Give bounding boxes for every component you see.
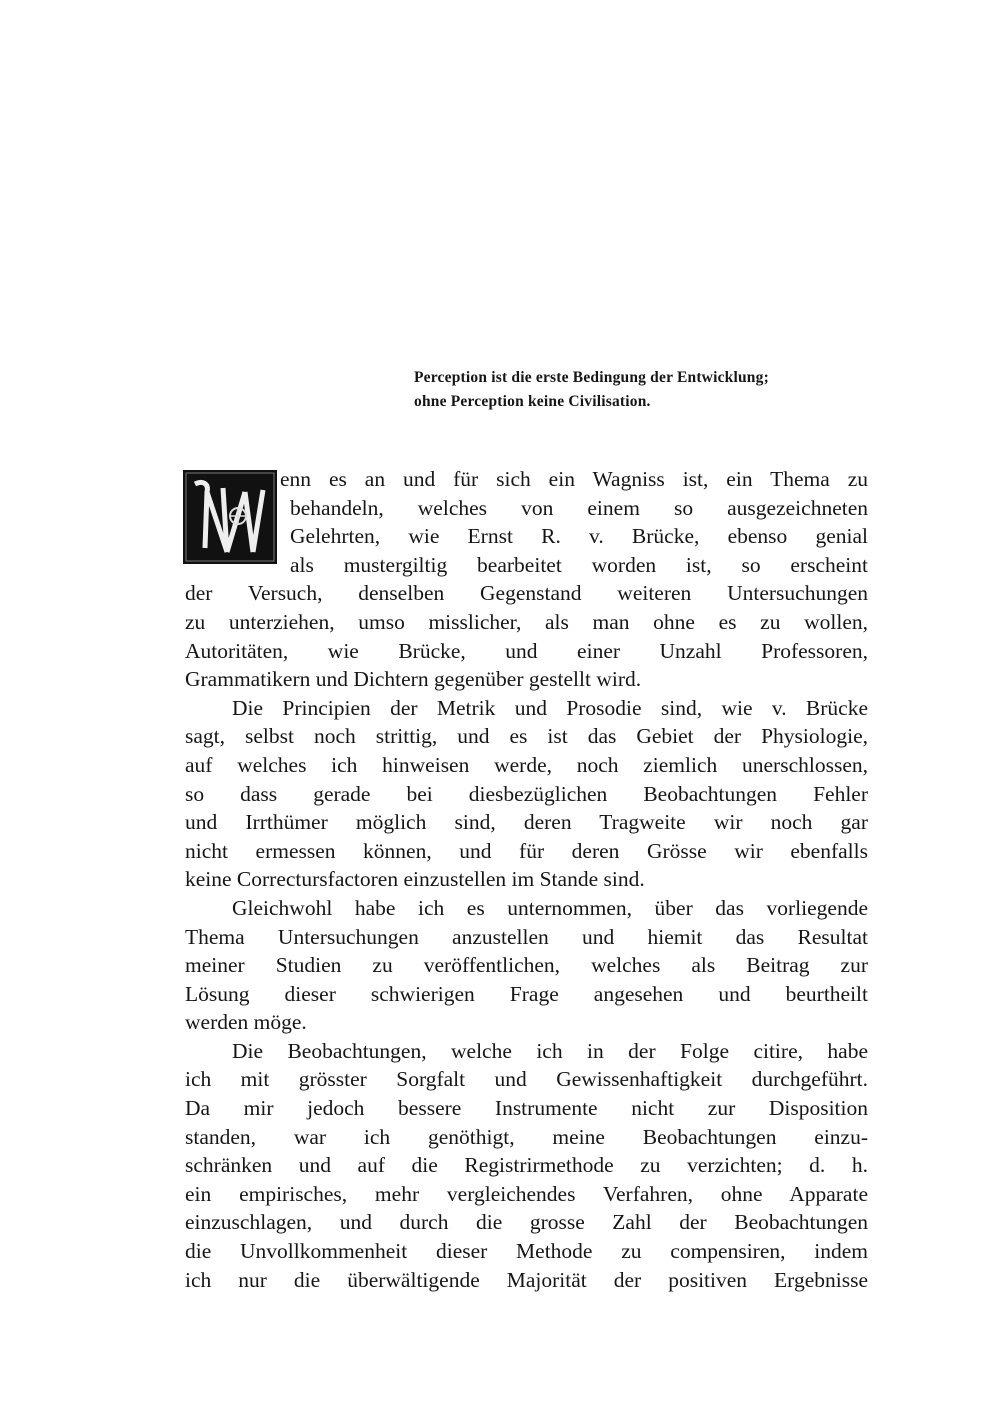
text-line: ich nur die überwältigende Majorität der positiven Ergebnisse bbox=[185, 1267, 868, 1292]
text-line: Gleichwohl habe ich es unternommen, über das vorliegende bbox=[232, 895, 868, 920]
text-line: auf welches ich hinweisen werde, noch ziemlich unerschlossen, bbox=[185, 752, 868, 777]
text-line: Grammatikern und Dichtern gegenüber gestellt wird. bbox=[185, 667, 642, 692]
text-line: ich mit grösster Sorgfalt und Gewissenhaftigkeit durchgeführt. bbox=[185, 1067, 868, 1092]
text-line: Thema Untersuchungen anzustellen und hiemit das Resultat bbox=[185, 924, 868, 949]
text-line: der Versuch, denselben Gegenstand weiteren Untersuchungen bbox=[185, 581, 868, 606]
text-line: behandeln, welches von einem so ausgezeichneten bbox=[290, 495, 868, 520]
text-line: zu unterziehen, umso misslicher, als man ohne es zu wollen, bbox=[185, 609, 868, 634]
text-line: Da mir jedoch bessere Instrumente nicht zur Disposition bbox=[185, 1096, 868, 1121]
text-line: Gelehrten, wie Ernst R. v. Brücke, ebenso genial bbox=[290, 524, 868, 549]
text-line: enn es an und für sich ein Wagniss ist, ein Thema zu bbox=[280, 467, 868, 491]
text-line: so dass gerade bei diesbezüglichen Beobachtungen Fehler bbox=[185, 781, 868, 806]
text-line: und Irrthümer möglich sind, deren Tragweite wir noch gar bbox=[185, 810, 868, 835]
text-line: Die Principien der Metrik und Prosodie sind, wie v. Brücke bbox=[232, 695, 868, 720]
text-line: schränken und auf die Registrirmethode zu verzichten; d. h. bbox=[185, 1153, 868, 1178]
text-line: ein empirisches, mehr vergleichendes Verfahren, ohne Apparate bbox=[185, 1181, 868, 1206]
text-line: Die Beobachtungen, welche ich in der Folge citire, habe bbox=[232, 1038, 868, 1063]
text-line: keine Correctursfactoren einzustellen im Stande sind. bbox=[185, 867, 645, 892]
text-line: werden möge. bbox=[185, 1010, 307, 1035]
text-line: Lösung dieser schwierigen Frage angesehen und beurtheilt bbox=[185, 981, 868, 1006]
text-line: die Unvollkommenheit dieser Methode zu compensiren, indem bbox=[185, 1239, 868, 1264]
text-line: meiner Studien zu veröffentlichen, welches als Beitrag zur bbox=[185, 953, 868, 978]
text-line: als mustergiltig bearbeitet worden ist, so erscheint bbox=[290, 552, 868, 577]
text-line: nicht ermessen können, und für deren Grösse wir ebenfalls bbox=[185, 838, 868, 863]
text-line: einzuschlagen, und durch die grosse Zahl der Beobachtungen bbox=[185, 1210, 868, 1235]
text-line: sagt, selbst noch strittig, und es ist das Gebiet der Physiologie, bbox=[185, 724, 868, 749]
text-line: Autoritäten, wie Brücke, und einer Unzahl Professoren, bbox=[185, 638, 868, 663]
epigraph-line-1: Perception ist die erste Bedingung der Entwicklung; bbox=[414, 369, 769, 386]
epigraph-line-2: ohne Perception keine Civilisation. bbox=[414, 393, 651, 410]
text-line: standen, war ich genöthigt, meine Beobachtungen einzu- bbox=[185, 1124, 868, 1149]
body-text bbox=[185, 465, 868, 1294]
